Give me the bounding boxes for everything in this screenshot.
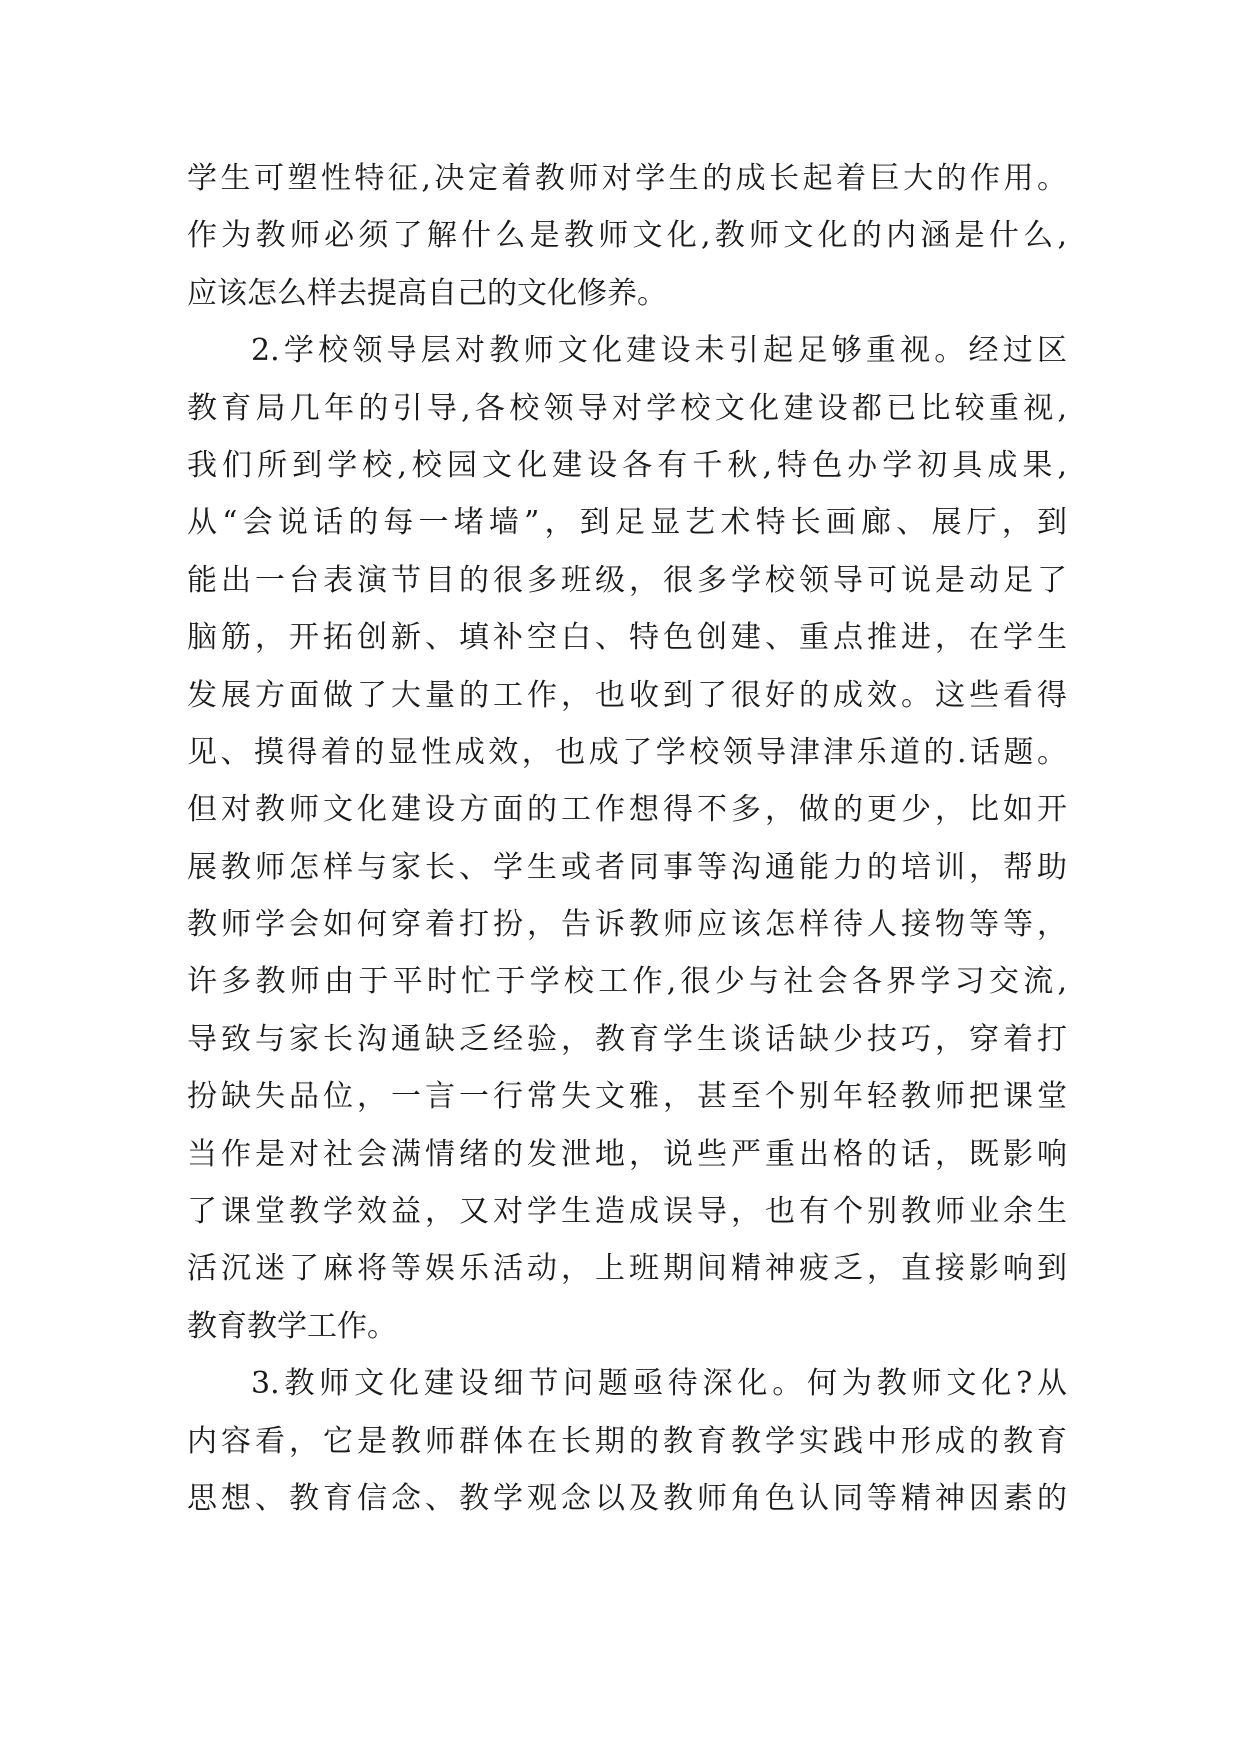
text-line: 内容看，它是教师群体在长期的教育教学实践中形成的教育 [187,1423,1067,1459]
text-line: 3.教师文化建设细节问题亟待深化。何为教师文化?从 [251,1366,1067,1402]
text-line: 导致与家长沟通缺乏经验，教育学生谈话缺少技巧，穿着打 [187,1021,1067,1057]
text-line: 了课堂教学效益，又对学生造成误导，也有个别教师业余生 [187,1194,1067,1230]
text-line: 当作是对社会满情绪的发泄地，说些严重出格的话，既影响 [187,1136,1067,1172]
text-line: 我们所到学校,校园文化建设各有千秋,特色办学初具成果, [187,447,1067,483]
text-line: 思想、教育信念、教学观念以及教师角色认同等精神因素的 [187,1480,1067,1516]
text-line: 教育教学工作。 [187,1308,397,1344]
text-line: 许多教师由于平时忙于学校工作,很少与社会各界学习交流, [187,964,1067,1000]
text-line: 应该怎么样去提高自己的文化修养。 [187,275,667,311]
paragraph [187,1355,1067,1527]
paragraph [187,150,1067,322]
body-text [187,150,1067,1527]
paragraph [187,322,1067,1355]
text-line: 但对教师文化建设方面的工作想得不多，做的更少，比如开 [187,792,1067,828]
text-line: 2.学校领导层对教师文化建设未引起足够重视。经过区 [251,333,1067,369]
text-line: 见、摸得着的显性成效，也成了学校领导津津乐道的.话题。 [187,734,1067,770]
text-line: 教育局几年的引导,各校领导对学校文化建设都已比较重视, [187,390,1067,426]
text-line: 能出一台表演节目的很多班级，很多学校领导可说是动足了 [187,562,1067,598]
text-line: 从“会说话的每一堵墙”，到足显艺术特长画廊、展厅，到 [187,505,1067,541]
text-line: 作为教师必须了解什么是教师文化,教师文化的内涵是什么, [187,218,1067,254]
text-line: 学生可塑性特征,决定着教师对学生的成长起着巨大的作用。 [187,161,1067,196]
text-line: 教师学会如何穿着打扮，告诉教师应该怎样待人接物等等， [187,907,1067,943]
text-line: 扮缺失品位，一言一行常失文雅，甚至个别年轻教师把课堂 [187,1079,1067,1115]
text-line: 展教师怎样与家长、学生或者同事等沟通能力的培训，帮助 [187,849,1067,885]
text-line: 活沉迷了麻将等娱乐活动，上班期间精神疲乏，直接影响到 [187,1251,1067,1287]
text-line: 脑筋，开拓创新、填补空白、特色创建、重点推进，在学生 [187,620,1067,656]
text-line: 发展方面做了大量的工作，也收到了很好的成效。这些看得 [187,677,1067,713]
